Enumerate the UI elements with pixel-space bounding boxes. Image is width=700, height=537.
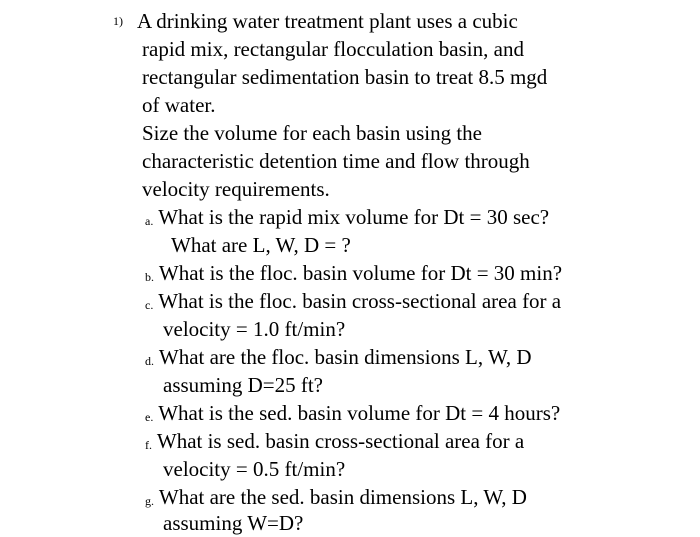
intro-line: rectangular sedimentation basin to treat 8.5 mgd bbox=[142, 65, 548, 89]
part-text: What are the floc. basin dimensions L, W, D bbox=[158, 345, 532, 369]
instruction-line: characteristic detention time and flow through bbox=[142, 149, 530, 173]
part-label: b. bbox=[145, 270, 154, 284]
part-label: a. bbox=[145, 214, 154, 228]
part-f-continuation: velocity = 0.5 ft/min? bbox=[163, 457, 346, 481]
part-text: What is the floc. basin volume for Dt = 30 min? bbox=[158, 261, 563, 285]
part-d bbox=[145, 343, 532, 374]
part-text: What are the sed. basin dimensions L, W, D bbox=[158, 485, 527, 509]
part-e bbox=[145, 399, 560, 430]
part-label: f. bbox=[145, 438, 152, 452]
part-label: e. bbox=[145, 410, 154, 424]
intro-line: rapid mix, rectangular flocculation basin, and bbox=[142, 37, 524, 61]
part-b bbox=[145, 259, 562, 290]
intro-line: A drinking water treatment plant uses a cubic bbox=[137, 9, 518, 33]
part-text: What is the floc. basin cross-sectional area for a bbox=[158, 289, 562, 313]
part-f bbox=[145, 427, 524, 458]
part-a-continuation: What are L, W, D = ? bbox=[171, 233, 351, 257]
part-a bbox=[145, 203, 549, 234]
intro-line: of water. bbox=[142, 93, 216, 117]
instruction-line: Size the volume for each basin using the bbox=[142, 121, 482, 145]
part-g-continuation: assuming W=D? bbox=[163, 511, 304, 535]
part-text: What is the sed. basin volume for Dt = 4 hours? bbox=[158, 401, 561, 425]
part-c bbox=[145, 287, 561, 318]
part-label: g. bbox=[145, 494, 154, 508]
part-label: c. bbox=[145, 298, 154, 312]
part-d-continuation: assuming D=25 ft? bbox=[163, 373, 323, 397]
part-c-continuation: velocity = 1.0 ft/min? bbox=[163, 317, 346, 341]
part-text: What is sed. basin cross-sectional area for a bbox=[156, 429, 525, 453]
instruction-line: velocity requirements. bbox=[142, 177, 330, 201]
part-text: What is the rapid mix volume for Dt = 30 sec? bbox=[158, 205, 550, 229]
question-number: 1) bbox=[113, 14, 123, 28]
part-label: d. bbox=[145, 354, 154, 368]
